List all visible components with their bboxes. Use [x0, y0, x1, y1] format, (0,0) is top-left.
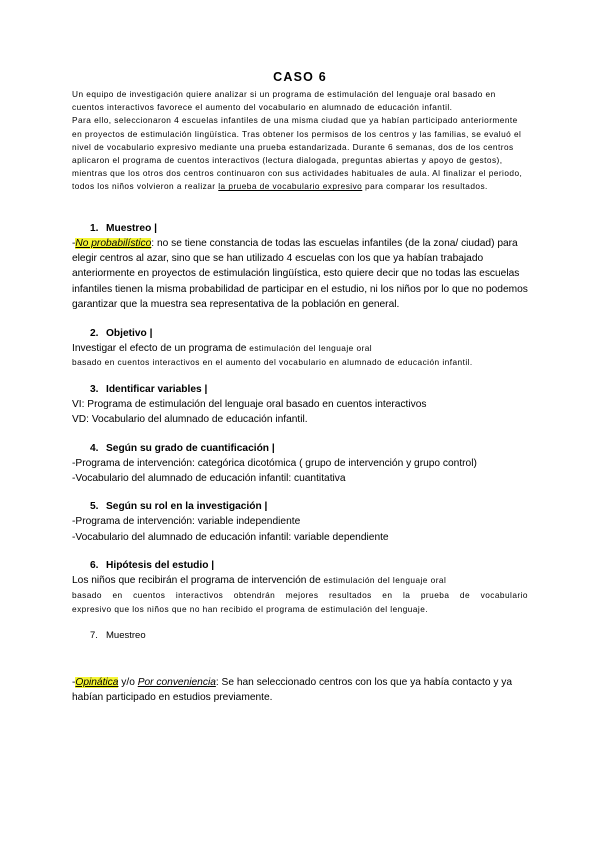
section-heading	[72, 222, 528, 236]
section-title: Muestreo |	[106, 222, 157, 234]
section-opinatico	[72, 675, 528, 706]
intro-p2-underlined: la prueba de vocabulario expresivo	[218, 181, 363, 192]
section-text: : Se han seleccionado centros con los que ya había contacto y ya habían participado en estudios previamente.	[72, 676, 513, 704]
objective-line2: basado en cuentos interactivos en el aumento del vocabulario en alumnado de educación infantil.	[72, 357, 473, 368]
objective-line1: Investigar el efecto de un programa de	[72, 343, 250, 355]
section-heading	[72, 327, 528, 341]
section-title: Hipótesis del estudio |	[106, 559, 215, 571]
highlight-opinatico: Opinática	[75, 676, 119, 688]
por-conveniencia: Por conveniencia	[137, 676, 216, 688]
intro-p2-text: Para ello, seleccionaron 4 escuelas infantiles de una misma ciudad que ya habían participado anteriormente en proyectos de estimulación lingüística. Tras obtener los permisos de los centros y las familias, se evaluó el nivel de vocabulario expresivo mediante una prueba estandarizada. Durante 6 semanas, dos de los centros aplicaron el programa de cuentos interactivos (lectura dialogada, preguntas abiertas y apoyo de gestos), mientras que los otros dos centros continuaron con sus actividades habituales de aula. Al finalizar el periodo, todos los niños volvieron a realizar	[72, 115, 523, 192]
section-heading	[72, 442, 528, 456]
section-number: 2.	[90, 328, 99, 340]
section-line: -Vocabulario del alumnado de educación infantil: variable dependiente	[72, 531, 389, 543]
section-heading	[72, 500, 528, 514]
hypothesis-line3: expresivo que los niños que no han recibido el programa de estimulación del lenguaje.	[72, 603, 429, 614]
objective-line1-small: estimulación del lenguaje oral	[249, 343, 373, 354]
highlight-no-probabilistico: No probabilístico	[75, 237, 152, 249]
section-rol	[72, 500, 528, 545]
hypothesis-line2: basado en cuentos interactivos obtendrán mejores resultados en la prueba de vocabulario	[72, 589, 528, 600]
section-body	[72, 675, 528, 706]
section-title: Identificar variables |	[106, 384, 208, 396]
variable-vd: VD: Vocabulario del alumnado de educación infantil.	[72, 414, 308, 426]
section-title: Según su rol en la investigación |	[106, 501, 268, 513]
intro-p1-text: Un equipo de investigación quiere analizar si un programa de estimulación del lenguaje oral basado en cuentos interactivos favorece el aumento del vocabulario en alumnado de educación infantil.	[72, 89, 496, 113]
section-heading	[72, 383, 528, 397]
section-title: Objetivo |	[106, 328, 153, 340]
document-title: CASO 6	[273, 70, 327, 84]
hypothesis-line1	[72, 573, 528, 588]
intro-paragraph-1	[72, 88, 528, 114]
intro-p2-end: para comparar los resultados.	[362, 181, 488, 192]
section-body	[72, 341, 528, 355]
section-text: : no se tiene constancia de todas las escuelas infantiles (de la zona/ ciudad) para elegir centros al azar, sino que se han utilizado 4 escuelas con los que ya habían trabajado anteriormente en proyectos de estimulación lingüística, esto quiere decir que no todas las escuelas infantiles tienen la misma probabilidad de participar en el estudio, ni los niños por lo que no podemos garantizar que la muestra sea representativa de la población en general.	[72, 237, 528, 310]
section-cuantificacion	[72, 442, 528, 487]
hypothesis-line1-small: estimulación del lenguaje oral	[323, 574, 447, 585]
section-number: 1.	[90, 222, 99, 234]
section-heading	[72, 629, 528, 643]
section-title: Muestreo	[106, 629, 146, 641]
section-line: -Vocabulario del alumnado de educación infantil: cuantitativa	[72, 473, 346, 484]
section-objetivo	[72, 327, 528, 369]
section-line: -Programa de intervención: categórica dicotómica ( grupo de intervención y grupo control)	[72, 457, 477, 469]
section-number: 3.	[90, 384, 99, 396]
section-hipotesis	[72, 559, 528, 616]
section-muestreo-1	[72, 222, 528, 312]
section-number: 6.	[90, 559, 99, 571]
hypothesis-line1-text: Los niños que recibirán el programa de intervención de	[72, 574, 324, 586]
section-muestreo-2	[72, 629, 528, 643]
section-heading	[72, 559, 528, 573]
section-number: 4.	[90, 442, 99, 454]
intro-paragraph-2	[72, 114, 528, 193]
variable-vi: VI: Programa de estimulación del lenguaje oral basado en cuentos interactivos	[72, 399, 427, 411]
section-variables	[72, 383, 528, 428]
document-page	[72, 70, 528, 705]
yo-connector: y/o	[118, 676, 138, 688]
prefix-dash: -	[72, 676, 76, 688]
prefix-dash: -	[72, 237, 76, 249]
section-body	[72, 236, 528, 312]
section-title: Según su grado de cuantificación |	[106, 442, 275, 454]
section-line: -Programa de intervención: variable independiente	[72, 516, 301, 528]
section-number: 5.	[90, 501, 99, 513]
section-number: 7.	[90, 629, 98, 641]
